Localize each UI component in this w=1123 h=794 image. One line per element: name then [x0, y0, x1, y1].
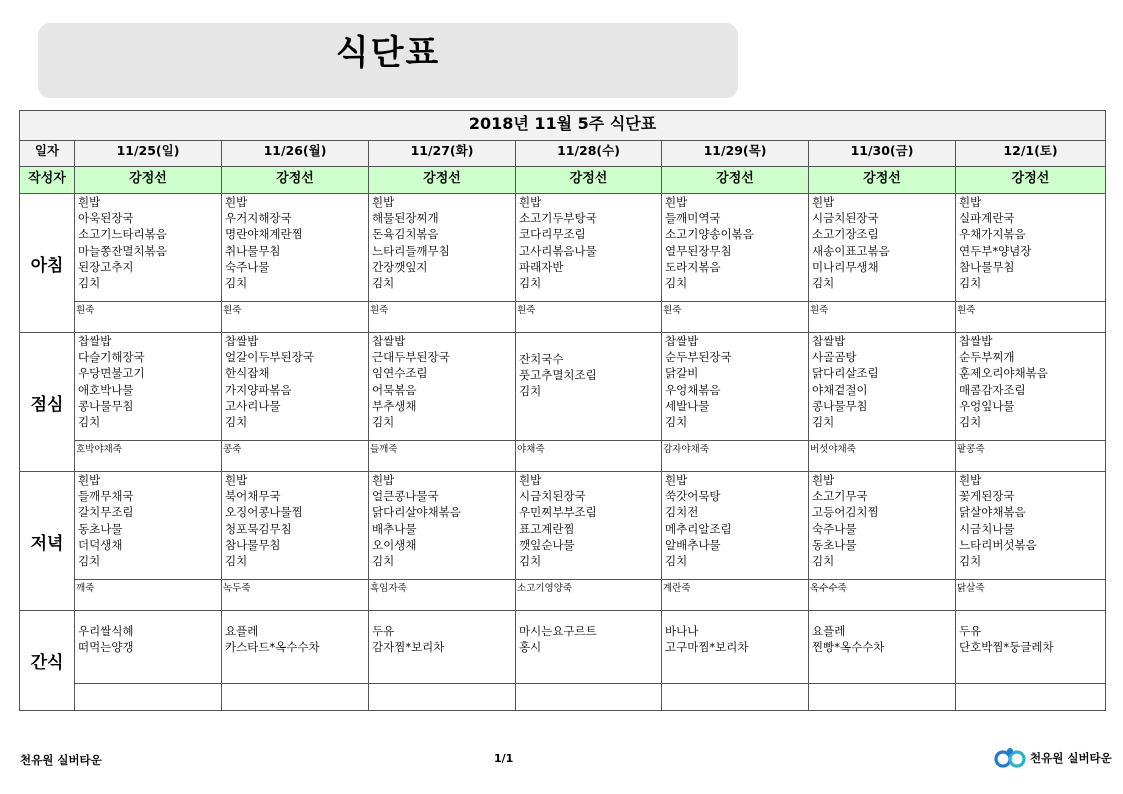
- dish-item: 김치: [812, 276, 835, 291]
- dish-item: 코다리무조림: [519, 227, 586, 242]
- dish-item: 찹쌀밥: [959, 334, 993, 348]
- dish-item: 시금치나물: [959, 521, 1015, 536]
- snack-item: 요플레: [225, 624, 259, 638]
- dish-item: 고사리볶음나물: [519, 243, 597, 258]
- dish-item: 우채가지볶음: [959, 227, 1026, 242]
- dish-item: 김치: [519, 276, 542, 291]
- lunch-menu-cell: [222, 333, 369, 441]
- dish-item: 흰밥: [78, 473, 101, 487]
- dish-item: 닭갈비: [665, 366, 699, 381]
- lunch-porridge-cell: [809, 441, 956, 472]
- lunch-porridge-cell: [222, 441, 369, 472]
- dish-item: 소고기느타리볶음: [78, 227, 167, 242]
- dish-item: 김치: [665, 276, 688, 291]
- lunch-menu-cell: [809, 333, 956, 441]
- dish-item: 오징어콩나물찜: [225, 505, 303, 520]
- dish-item: 소고기양송이볶음: [665, 227, 754, 242]
- dish-item: 표고계란찜: [519, 521, 575, 536]
- dinner-menu-items: [75, 472, 221, 569]
- dinner-menu-items: [222, 472, 368, 569]
- dish-item: 흰밥: [519, 195, 542, 209]
- dish-item: 갈치무조림: [78, 505, 134, 520]
- dish-item: 김치: [959, 276, 982, 291]
- dish-item: 흰밥: [372, 195, 395, 209]
- dinner-porridge-cell: [369, 580, 516, 611]
- dish-item: 순두부찌개: [959, 350, 1015, 365]
- breakfast-menu-items: [369, 194, 515, 291]
- dish-item: 연두부*양념장: [959, 243, 1032, 258]
- dish-item: 들깨무채국: [78, 489, 134, 504]
- dish-item: 시금치된장국: [519, 489, 586, 504]
- breakfast-porridge-cell: [516, 302, 662, 333]
- dish-item: 부추생채: [372, 398, 417, 413]
- snack-item: 마시는요구르트: [519, 624, 597, 638]
- snack-menu-items: [809, 613, 955, 655]
- dinner-label: 저녁: [20, 472, 75, 611]
- dish-item: 김치: [78, 276, 101, 291]
- breakfast-main-row: [20, 194, 1106, 302]
- dinner-porridge-cell: [75, 580, 222, 611]
- dinner-menu-items: [516, 472, 661, 569]
- dinner-porridge-cell: [516, 580, 662, 611]
- date-header-row: [20, 141, 1106, 167]
- dish-item: 콩나물무침: [78, 398, 134, 413]
- dish-item: 새송이표고볶음: [812, 243, 890, 258]
- snack-empty-cell: [956, 684, 1106, 711]
- dish-item: 임연수조림: [372, 366, 428, 381]
- porridge-item: 야채죽: [517, 444, 545, 455]
- dish-item: 간장깻잎지: [372, 259, 428, 274]
- breakfast-menu-cell: [662, 194, 809, 302]
- dish-item: 애호박나물: [78, 382, 134, 397]
- snack-menu-items: [222, 613, 368, 655]
- date-header-cell: 11/30(금): [809, 141, 956, 167]
- dish-item: 동초나물: [812, 537, 857, 552]
- dinner-menu-cell: [222, 472, 369, 580]
- lunch-menu-items: [956, 333, 1105, 430]
- dish-item: 열무된장무침: [665, 243, 732, 258]
- porridge-item: 감자야채죽: [663, 444, 709, 455]
- dish-item: 청포묵김무침: [225, 521, 292, 536]
- dinner-menu-items: [369, 472, 515, 569]
- author-cell: 강정선: [222, 167, 369, 194]
- dish-item: 소고기무국: [812, 489, 868, 504]
- dish-item: 얼갈이두부된장국: [225, 350, 314, 365]
- lunch-porridge-cell: [369, 441, 516, 472]
- snack-menu-items: [369, 613, 515, 655]
- snack-item: 카스타드*옥수수차: [225, 640, 320, 655]
- author-cell: 강정선: [516, 167, 662, 194]
- dish-item: 흰밥: [519, 473, 542, 487]
- breakfast-porridge-row: [20, 302, 1106, 333]
- lunch-porridge-cell: [956, 441, 1106, 472]
- snack-menu-items: [516, 613, 661, 655]
- porridge-item: 녹두죽: [223, 583, 251, 594]
- lunch-menu-cell: [369, 333, 516, 441]
- porridge-item: 흰죽: [810, 305, 829, 316]
- lunch-menu-cell: [75, 333, 222, 441]
- breakfast-menu-cell: [75, 194, 222, 302]
- dish-item: 찹쌀밥: [665, 334, 699, 348]
- dish-item: 명란야채계란찜: [225, 227, 303, 242]
- dish-item: 김치전: [665, 505, 699, 520]
- dish-item: 우엉채볶음: [665, 382, 721, 397]
- dish-item: 김치: [519, 384, 542, 399]
- porridge-item: 소고기영양죽: [517, 583, 573, 594]
- dish-item: 김치: [225, 554, 248, 569]
- dish-item: 도라지볶음: [665, 259, 721, 274]
- author-cell: 강정선: [369, 167, 516, 194]
- dish-item: 김치: [78, 554, 101, 569]
- dish-item: 흰밥: [665, 195, 688, 209]
- dish-item: 매콤감자조림: [959, 382, 1026, 397]
- dish-item: 숙주나물: [812, 521, 857, 536]
- breakfast-menu-cell: [956, 194, 1106, 302]
- dish-item: 들깨미역국: [665, 211, 721, 226]
- lunch-menu-cell: [662, 333, 809, 441]
- dish-item: 참나물무침: [225, 537, 281, 552]
- dish-item: 콩나물무침: [812, 398, 868, 413]
- lunch-menu-items: [809, 333, 955, 430]
- dish-item: 깻잎순나물: [519, 537, 575, 552]
- dish-item: 순두부된장국: [665, 350, 732, 365]
- dish-item: 김치: [812, 554, 835, 569]
- dish-item: 숙주나물: [225, 259, 270, 274]
- dish-item: 아욱된장국: [78, 211, 134, 226]
- dish-item: 김치: [372, 554, 395, 569]
- dish-item: 우엉잎나물: [959, 398, 1015, 413]
- dish-item: 흰밥: [78, 195, 101, 209]
- page-title-box: [38, 23, 738, 98]
- dish-item: 오이생채: [372, 537, 417, 552]
- lunch-porridge-cell: [75, 441, 222, 472]
- porridge-item: 팥콩죽: [957, 444, 985, 455]
- snack-menu-cell: [809, 611, 956, 684]
- breakfast-menu-items: [662, 194, 808, 291]
- snack-menu-cell: [222, 611, 369, 684]
- dish-item: 더덕생채: [78, 537, 123, 552]
- snack-item: 홍시: [519, 640, 542, 655]
- porridge-item: 닭살죽: [957, 583, 985, 594]
- dish-item: 찹쌀밥: [78, 334, 112, 348]
- dish-item: 닭다리살야채볶음: [372, 505, 461, 520]
- dish-item: 닭다리살조림: [812, 366, 879, 381]
- lunch-porridge-cell: [662, 441, 809, 472]
- dish-item: 김치: [519, 554, 542, 569]
- dish-item: 흰밥: [812, 195, 835, 209]
- dinner-menu-cell: [516, 472, 662, 580]
- breakfast-menu-items: [222, 194, 368, 291]
- dish-item: 김치: [372, 415, 395, 430]
- dinner-porridge-cell: [956, 580, 1106, 611]
- dish-item: 시금치된장국: [812, 211, 879, 226]
- author-cell: 강정선: [956, 167, 1106, 194]
- dish-item: 고사리나물: [225, 398, 281, 413]
- dish-item: 꽃게된장국: [959, 489, 1015, 504]
- dish-item: 동초나물: [78, 521, 123, 536]
- dish-item: 파래자반: [519, 259, 564, 274]
- dinner-menu-cell: [809, 472, 956, 580]
- dish-item: 돈육김치볶음: [372, 227, 439, 242]
- snack-menu-cell: [516, 611, 662, 684]
- breakfast-porridge-cell: [956, 302, 1106, 333]
- dish-item: 참나물무침: [959, 259, 1015, 274]
- dish-item: 우거지해장국: [225, 211, 292, 226]
- logo-icon: [994, 746, 1028, 770]
- footer-logo: [994, 746, 1112, 770]
- dish-item: 느타리버섯볶음: [959, 537, 1037, 552]
- breakfast-menu-items: [516, 194, 661, 291]
- dish-item: 쑥갓어묵탕: [665, 489, 721, 504]
- dish-item: 사골곰탕: [812, 350, 857, 365]
- dish-item: 실파계란국: [959, 211, 1015, 226]
- dish-item: 우당면불고기: [78, 366, 145, 381]
- date-header-cell: 11/26(월): [222, 141, 369, 167]
- snack-label: 간식: [20, 611, 75, 711]
- porridge-item: 버섯야채죽: [810, 444, 856, 455]
- dish-item: 느타리들깨무침: [372, 243, 450, 258]
- date-header-cell: 11/25(일): [75, 141, 222, 167]
- dish-item: 찹쌀밥: [225, 334, 259, 348]
- author-row: [20, 167, 1106, 194]
- snack-item: 두유: [959, 624, 982, 638]
- dish-item: 소고기두부탕국: [519, 211, 597, 226]
- dish-item: 취나물무침: [225, 243, 281, 258]
- breakfast-menu-items: [956, 194, 1105, 291]
- dish-item: 김치: [225, 276, 248, 291]
- porridge-item: 흑임자죽: [370, 583, 407, 594]
- dish-item: 된장고추지: [78, 259, 134, 274]
- lunch-label: 점심: [20, 333, 75, 472]
- snack-item: 고구마찜*보리차: [665, 640, 749, 655]
- breakfast-porridge-cell: [369, 302, 516, 333]
- footer-page-number: 1/1: [494, 752, 514, 765]
- author-cell: 강정선: [75, 167, 222, 194]
- page-title: 식단표: [335, 33, 441, 73]
- dish-item: 흰밥: [665, 473, 688, 487]
- porridge-item: 흰죽: [370, 305, 389, 316]
- snack-menu-cell: [369, 611, 516, 684]
- dish-item: 풋고추멸치조림: [519, 368, 597, 383]
- dish-item: 야채겉절이: [812, 382, 868, 397]
- dish-item: 잔치국수: [519, 352, 564, 366]
- breakfast-porridge-cell: [662, 302, 809, 333]
- dish-item: 마늘쫑잔멸치볶음: [78, 243, 167, 258]
- footer-logo-text: 천유원 실버타운: [1030, 751, 1112, 765]
- dish-item: 근대두부된장국: [372, 350, 450, 365]
- dish-item: 김치: [959, 415, 982, 430]
- snack-empty-cell: [809, 684, 956, 711]
- porridge-item: 흰죽: [517, 305, 536, 316]
- snack-item: 요플레: [812, 624, 846, 638]
- breakfast-menu-cell: [222, 194, 369, 302]
- dinner-porridge-cell: [809, 580, 956, 611]
- dish-item: 우민찌부부조림: [519, 505, 597, 520]
- lunch-menu-items: [222, 333, 368, 430]
- author-cell: 강정선: [809, 167, 956, 194]
- porridge-item: 호박야채죽: [76, 444, 122, 455]
- snack-menu-items: [75, 613, 221, 655]
- dish-item: 다슬기해장국: [78, 350, 145, 365]
- dish-item: 김치: [812, 415, 835, 430]
- dish-item: 김치: [78, 415, 101, 430]
- porridge-item: 흰죽: [663, 305, 682, 316]
- lunch-menu-items: [662, 333, 808, 430]
- porridge-item: 흰죽: [223, 305, 242, 316]
- dish-item: 배추나물: [372, 521, 417, 536]
- snack-item: 감자찜*보리차: [372, 640, 445, 655]
- snack-item: 단호박찜*둥글레차: [959, 640, 1054, 655]
- dinner-menu-cell: [369, 472, 516, 580]
- dish-item: 세발나물: [665, 398, 710, 413]
- dish-item: 흰밥: [225, 473, 248, 487]
- dinner-main-row: [20, 472, 1106, 580]
- breakfast-menu-items: [809, 194, 955, 291]
- dinner-menu-cell: [956, 472, 1106, 580]
- porridge-item: 콩죽: [223, 444, 242, 455]
- porridge-item: 흰죽: [76, 305, 95, 316]
- dish-item: 메추리알조림: [665, 521, 732, 536]
- author-cell: 강정선: [662, 167, 809, 194]
- dish-item: 훈제오리야채볶음: [959, 366, 1048, 381]
- lunch-menu-items: [75, 333, 221, 430]
- dish-item: 김치: [665, 554, 688, 569]
- date-header-cell: 11/29(목): [662, 141, 809, 167]
- snack-empty-cell: [75, 684, 222, 711]
- snack-menu-items: [956, 613, 1105, 655]
- snack-empty-row: [20, 684, 1106, 711]
- table-caption-row: [20, 111, 1106, 141]
- dish-item: 미나리무생채: [812, 259, 879, 274]
- dinner-porridge-cell: [222, 580, 369, 611]
- dish-item: 찹쌀밥: [812, 334, 846, 348]
- author-label: 작성자: [20, 167, 75, 194]
- dish-item: 가지양파볶음: [225, 382, 292, 397]
- snack-menu-items: [662, 613, 808, 655]
- dish-item: 얼큰콩나물국: [372, 489, 439, 504]
- dish-item: 닭살야채볶음: [959, 505, 1026, 520]
- dish-item: 흰밥: [959, 195, 982, 209]
- snack-empty-cell: [369, 684, 516, 711]
- dish-item: 흰밥: [225, 195, 248, 209]
- meal-plan-table: [19, 110, 1106, 711]
- dish-item: 알배추나물: [665, 537, 721, 552]
- dish-item: 김치: [225, 415, 248, 430]
- dinner-menu-cell: [662, 472, 809, 580]
- breakfast-menu-cell: [516, 194, 662, 302]
- lunch-menu-cell: [516, 333, 662, 441]
- dinner-menu-items: [662, 472, 808, 569]
- porridge-item: 들깨죽: [370, 444, 398, 455]
- lunch-menu-items: [516, 333, 661, 400]
- date-header-cell: 11/28(수): [516, 141, 662, 167]
- dinner-menu-items: [956, 472, 1105, 569]
- dish-item: 흰밥: [372, 473, 395, 487]
- breakfast-porridge-cell: [75, 302, 222, 333]
- snack-empty-cell: [662, 684, 809, 711]
- dish-item: 김치: [959, 554, 982, 569]
- snack-menu-cell: [662, 611, 809, 684]
- dish-item: 고등어김치찜: [812, 505, 879, 520]
- snack-main-row: [20, 611, 1106, 684]
- lunch-porridge-cell: [516, 441, 662, 472]
- snack-menu-cell: [956, 611, 1106, 684]
- date-header-cell: 11/27(화): [369, 141, 516, 167]
- footer-organization: 천유원 실버타운: [20, 753, 102, 767]
- dish-item: 북어채무국: [225, 489, 281, 504]
- snack-item: 바나나: [665, 624, 699, 638]
- dinner-menu-items: [809, 472, 955, 569]
- dish-item: 흰밥: [812, 473, 835, 487]
- dish-item: 한식잡채: [225, 366, 270, 381]
- snack-item: 떠먹는양갱: [78, 640, 134, 655]
- snack-empty-cell: [516, 684, 662, 711]
- snack-empty-cell: [222, 684, 369, 711]
- breakfast-menu-cell: [369, 194, 516, 302]
- date-label: 일자: [20, 141, 75, 167]
- porridge-item: 계란죽: [663, 583, 691, 594]
- dish-item: 소고기장조림: [812, 227, 879, 242]
- date-header-cell: 12/1(토): [956, 141, 1106, 167]
- breakfast-label: 아침: [20, 194, 75, 333]
- porridge-item: 옥수수죽: [810, 583, 847, 594]
- dinner-porridge-cell: [662, 580, 809, 611]
- dish-item: 김치: [372, 276, 395, 291]
- lunch-main-row: [20, 333, 1106, 441]
- snack-item: 찐빵*옥수수차: [812, 640, 885, 655]
- dish-item: 어묵볶음: [372, 382, 417, 397]
- table-title: 2018년 11월 5주 식단표: [20, 111, 1106, 141]
- breakfast-porridge-cell: [809, 302, 956, 333]
- dish-item: 해물된장찌개: [372, 211, 439, 226]
- dish-item: 흰밥: [959, 473, 982, 487]
- snack-menu-cell: [75, 611, 222, 684]
- dish-item: 찹쌀밥: [372, 334, 406, 348]
- snack-item: 두유: [372, 624, 395, 638]
- porridge-item: 흰죽: [957, 305, 976, 316]
- breakfast-menu-cell: [809, 194, 956, 302]
- snack-item: 우리쌀식혜: [78, 624, 134, 638]
- dinner-menu-cell: [75, 472, 222, 580]
- breakfast-menu-items: [75, 194, 221, 291]
- dish-item: 김치: [665, 415, 688, 430]
- porridge-item: 깨죽: [76, 583, 95, 594]
- lunch-porridge-row: [20, 441, 1106, 472]
- lunch-menu-cell: [956, 333, 1106, 441]
- dinner-porridge-row: [20, 580, 1106, 611]
- breakfast-porridge-cell: [222, 302, 369, 333]
- lunch-menu-items: [369, 333, 515, 430]
